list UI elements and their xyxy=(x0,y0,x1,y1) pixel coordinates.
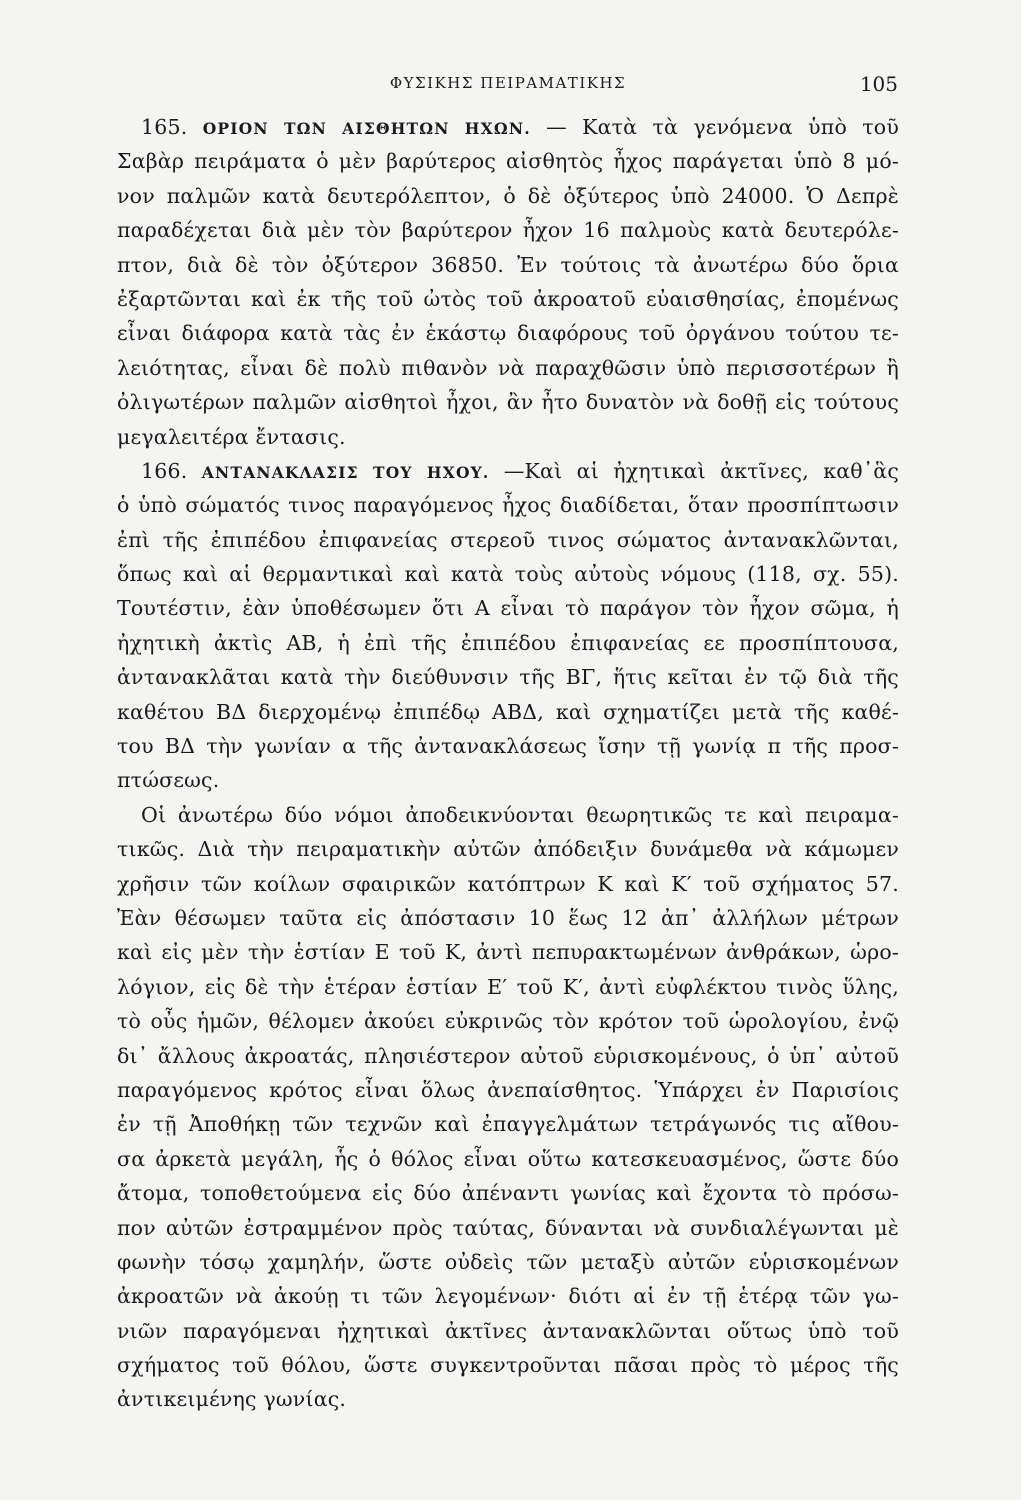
text-line: τὸ οὖς ἡμῶν, θέλομεν ἀκούει εὐκρινῶς τὸν κρότον τοῦ ὡρολογίου, ἐνῷ xyxy=(117,1009,899,1034)
text-line: ὅπως καὶ αἱ θερμαντικαὶ καὶ κατὰ τοὺς αὐτοὺς νόμους (118, σχ. 55). xyxy=(117,562,899,587)
text-line: ἠχητικὴ ἀκτὶς ΑΒ, ἡ ἐπὶ τῆς ἐπιπέδου ἐπιφανείας εε προσπίπτουσα, xyxy=(117,630,899,655)
paragraph-first-line: Οἱ ἀνωτέρω δύο νόμοι ἀποδεικνύονται θεωρητικῶς τε καὶ πειραμα- xyxy=(141,802,899,827)
text-line: ἀντικειμένης γωνίας. xyxy=(117,1387,347,1412)
text-line: παραγόμενος κρότος εἶναι ὅλως ἀνεπαίσθητος. Ὑπάρχει ἐν Παρισίοις xyxy=(117,1077,899,1102)
text-line: Τουτέστιν, ἐὰν ὑποθέσωμεν ὅτι Α εἶναι τὸ παράγον τὸν ἦχον σῶμα, ἡ xyxy=(117,596,899,621)
section-number: 166. xyxy=(141,458,188,483)
running-head xyxy=(118,74,898,98)
text-line: σα ἀρκετὰ μεγάλη, ἧς ὁ θόλος εἶναι οὕτω κατεσκευασμένος, ὥστε δύο xyxy=(117,1146,899,1171)
text-run: — Κατὰ τὰ γενόμενα ὑπὸ τοῦ xyxy=(546,115,899,139)
text-line: ἀντανακλᾶται κατὰ τὴν διεύθυνσιν τῆς ΒΓ, ἥτις κεῖται ἐν τῷ διὰ τῆς xyxy=(117,665,899,690)
text-line: καὶ εἰς μὲν τὴν ἑστίαν Ε τοῦ Κ, ἀντὶ πεπυρακτωμένων ἀνθράκων, ὡρο- xyxy=(117,940,899,965)
text-line: νιῶν παραγόμεναι ἠχητικαὶ ἀκτῖνες ἀντανακλῶνται οὕτως ὑπὸ τοῦ xyxy=(117,1318,899,1343)
text-line: νον παλμῶν κατὰ δευτερόλεπτον, ὁ δὲ ὀξύτερος ὑπὸ 24000. Ὁ Δεπρὲ xyxy=(117,183,899,208)
text-line: μεγαλειτέρα ἔντασις. xyxy=(117,424,346,449)
section-number: 165. xyxy=(141,115,188,139)
text-line: Σαβὰρ πειράματα ὁ μὲν βαρύτερος αἰσθητὸς ἦχος παράγεται ὑπὸ 8 μό- xyxy=(117,149,899,174)
text-line: παραδέχεται διὰ μὲν τὸν βαρύτερον ἦχον 16 παλμοὺς κατὰ δευτερόλε- xyxy=(117,218,899,243)
body-text xyxy=(117,110,899,1417)
text-line: χρῆσιν τῶν κοίλων σφαιρικῶν κατόπτρων Κ καὶ Κ′ τοῦ σχήματος 57. xyxy=(117,871,899,896)
text-line: ἐξαρτῶνται καὶ ἐκ τῆς τοῦ ὠτὸς τοῦ ἀκροατοῦ εὐαισθησίας, ἐπομένως xyxy=(117,286,899,311)
text-line: τικῶς. Διὰ τὴν πειραματικὴν αὐτῶν ἀπόδειξιν δυνάμεθα νὰ κάμωμεν xyxy=(117,837,899,862)
text-line: σχήματος τοῦ θόλου, ὥστε συγκεντροῦνται πᾶσαι πρὸς τὸ μέρος τῆς xyxy=(117,1353,899,1378)
text-line: ὀλιγωτέρων παλμῶν αἰσθητοὶ ἦχοι, ἂν ἦτο δυνατὸν νὰ δοθῇ εἰς τούτους xyxy=(117,390,899,415)
text-line: φωνὴν τόσῳ χαμηλήν, ὥστε οὐδεὶς τῶν μεταξὺ αὐτῶν εὑρισκομένων xyxy=(117,1249,899,1274)
text-line: δι᾽ ἄλλους ἀκροατάς, πλησιέστερον αὐτοῦ εὑρισκομένους, ὁ ὑπ᾽ αὐτοῦ xyxy=(117,1043,899,1068)
text-line: πτώσεως. xyxy=(117,768,220,793)
text-line: πον αὐτῶν ἐστραμμένον πρὸς ταύτας, δύνανται νὰ συνδιαλέγωνται μὲ xyxy=(117,1215,899,1240)
text-line: πτον, διὰ δὲ τὸν ὀξύτερον 36850. Ἐν τούτοις τὰ ἀνωτέρω δύο ὅρια xyxy=(117,252,899,277)
text-line: λειότητας, εἶναι δὲ πολὺ πιθανὸν νὰ παραχθῶσιν ὑπὸ περισσοτέρων ἢ xyxy=(117,355,899,380)
running-title: ΦΥΣΙΚΗΣ ΠΕΙΡΑΜΑΤΙΚΗΣ xyxy=(389,74,627,92)
text-line: Ἐὰν θέσωμεν ταῦτα εἰς ἀπόστασιν 10 ἕως 12 ἀπ᾽ ἀλλήλων μέτρων xyxy=(117,905,899,930)
text-line: ἐν τῇ Ἀποθήκῃ τῶν τεχνῶν καὶ ἐπαγγελμάτων τετράγωνός τις αἴθου- xyxy=(117,1112,899,1137)
section-165-first-line xyxy=(117,110,899,144)
text-line: εἶναι διάφορα κατὰ τὰς ἐν ἑκάστῳ διαφόρους τοῦ ὀργάνου τούτου τε- xyxy=(117,321,899,346)
section-166-first-line xyxy=(117,454,899,488)
text-line: του ΒΔ τὴν γωνίαν α τῆς ἀντανακλάσεως ἴσην τῇ γωνίᾳ π τῆς προσ- xyxy=(117,734,899,759)
text-line: ἐπὶ τῆς ἐπιπέδου ἐπιφανείας στερεοῦ τινος σώματος ἀντανακλῶνται, xyxy=(117,527,899,552)
text-line: καθέτου ΒΔ διερχομένῳ ἐπιπέδῳ ΑΒΔ, καὶ σχηματίζει μετὰ τῆς καθέ- xyxy=(117,699,899,724)
text-line: ἄτομα, τοποθετούμενα εἰς δύο ἀπέναντι γωνίας καὶ ἔχοντα τὸ πρόσω- xyxy=(117,1181,899,1206)
text-line: λόγιον, εἰς δὲ τὴν ἑτέραν ἑστίαν Ε′ τοῦ Κ′, ἀντὶ εὐφλέκτου τινὸς ὕλης, xyxy=(117,974,899,999)
text-line: ὁ ὑπὸ σώματός τινος παραγόμενος ἦχος διαδίδεται, ὅταν προσπίπτωσιν xyxy=(117,493,899,518)
section-heading: ΑΝΤΑΝΑΚΛΑΣΙΣ ΤΟΥ ΗΧΟΥ. xyxy=(201,462,490,482)
section-heading: ΟΡΙΟΝ ΤΩΝ ΑΙΣΘΗΤΩΝ ΗΧΩΝ. xyxy=(202,119,531,138)
text-run: —Καὶ αἱ ἠχητικαὶ ἀκτῖνες, καθ᾽ἃς xyxy=(503,458,900,483)
page-number: 105 xyxy=(859,72,898,96)
text-line: ἀκροατῶν νὰ ἀκούῃ τι τῶν λεγομένων· διότι αἱ ἐν τῇ ἑτέρᾳ τῶν γω- xyxy=(117,1284,899,1309)
